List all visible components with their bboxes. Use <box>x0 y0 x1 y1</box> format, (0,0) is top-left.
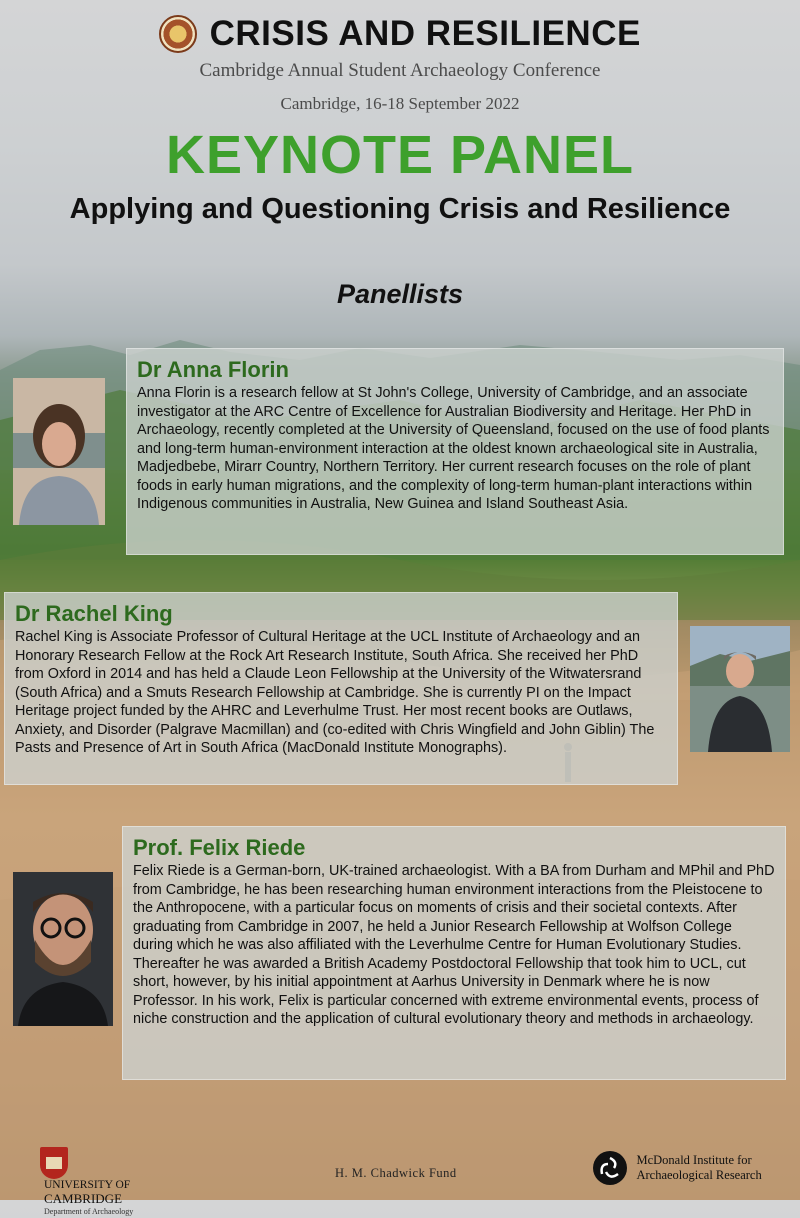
cambridge-dept: Department of Archaeology <box>44 1207 134 1216</box>
felix-riede-photo <box>13 872 113 1026</box>
rachel-king-photo <box>690 626 790 752</box>
panellist-card-rachel-king <box>4 592 678 785</box>
mcdonald-line2: Archaeological Research <box>636 1168 762 1182</box>
cambridge-line1: UNIVERSITY OF <box>44 1179 131 1191</box>
panel-title: Applying and Questioning Crisis and Resilience <box>69 193 731 225</box>
anna-florin-photo <box>13 378 105 525</box>
title-row <box>0 14 800 54</box>
panellist-name: Dr Anna Florin <box>137 357 289 382</box>
mcdonald-line1: McDonald Institute for <box>636 1153 752 1167</box>
conference-title: CRISIS AND RESILIENCE <box>209 14 641 53</box>
conference-subtitle: Cambridge Annual Student Archaeology Conference <box>199 60 601 81</box>
panellist-card-felix-riede <box>122 826 786 1080</box>
cambridge-line2: CAMBRIDGE <box>44 1191 123 1206</box>
keynote-heading: KEYNOTE PANEL <box>165 125 635 185</box>
conference-seal-icon <box>159 15 197 53</box>
cambridge-crest-icon <box>40 1147 68 1179</box>
mcdonald-logo <box>592 1150 792 1186</box>
panellist-name: Prof. Felix Riede <box>133 835 306 860</box>
panellist-card-anna-florin <box>126 348 784 555</box>
panellist-bio: Anna Florin is a research fellow at St John's College, University of Cambridge, and an associate investigator at the ARC Centre of Excellence for Australian Biodiversity and Heritage. Her PhD in Archaeology, recently completed at the University of Queensland, focused on the use of food plants and long-term human-environment interaction at the oldest known archaeological site in Australia, Madjedbebe, Mirarr Country, Northern Territory. Her current research focuses on the role of plant foods in early human migrations, and the complexity of long-term human-plant interactions within Indigenous communities in Australia, New Guinea and Island Southeast Asia. <box>137 385 770 512</box>
cambridge-logo <box>40 1147 160 1218</box>
panellist-bio: Felix Riede is a German-born, UK-trained archaeologist. With a BA from Durham and MPhil and PhD from Cambridge, he has been researching human environment interactions from the Pleistocene to the Anthropocene, with a particular focus on moments of crisis and their societal contexts. After graduating from Cambridge in 2007, he held a Junior Research Fellowship at Wolfson College during which he was also affiliated with the Leverhulme Centre for Human Evolutionary Studies. Thereafter he was awarded a British Academy Postdoctoral Fellowship that took him to UCL, cut short, however, by his initial appointment at Aarhus University in Denmark where he is now Professor. In his work, Felix is particular concerned with extreme environmental events, process of niche construction and the application of cultural evolutionary theory and methods in archaeology. <box>133 863 775 1027</box>
mcdonald-triskele-icon <box>592 1150 628 1186</box>
panellist-name: Dr Rachel King <box>15 601 173 626</box>
conference-dates: Cambridge, 16-18 September 2022 <box>280 94 520 113</box>
panellists-heading: Panellists <box>336 279 464 309</box>
panellist-bio: Rachel King is Associate Professor of Cultural Heritage at the UCL Institute of Archaeology and an Honorary Research Fellow at the Rock Art Research Institute, South Africa. She received her PhD from Oxford in 2014 and has held a Claude Leon Fellowship at the University of the Witwatersrand (South Africa) and a Smuts Research Fellowship at Cambridge. She is currently PI on the Impact Heritage project funded by the AHRC and Leverhulme Trust. Her most recent books are Outlaws, Anxiety, and Disorder (Palgrave Macmillan) and (co-edited with Chris Wingfield and John Giblin) The Pasts and Presence of Art in South Africa (MacDonald Institute Monographs). <box>15 629 655 756</box>
chadwick-fund: H. M. Chadwick Fund <box>335 1166 457 1180</box>
